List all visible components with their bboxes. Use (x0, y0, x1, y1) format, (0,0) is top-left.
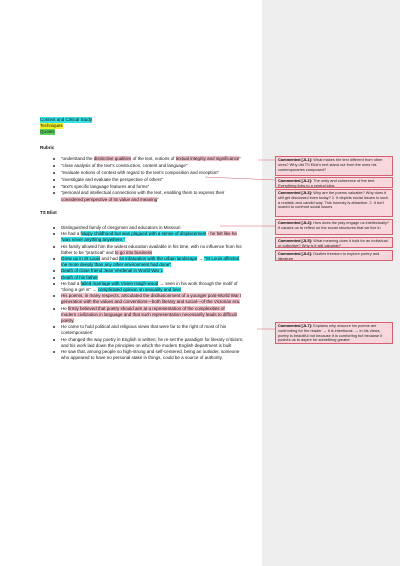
rubric-item (61, 177, 163, 183)
comment-label: Commented [JL2]: (278, 178, 313, 183)
comment-margin (262, 0, 400, 566)
bullet-marker (53, 339, 55, 341)
ts-eliot-line (61, 330, 93, 336)
comment-label: Commented [JL5]: (278, 238, 313, 243)
comment-text: Dostles freedom to explore poetry and literature (278, 251, 380, 261)
comment-text: Explains why obscure his poems are confronting for the reader → it is intentional. → in his views, poetry is beautiful not because it is comforting but because it pushes us to aspire for something greater (278, 323, 383, 343)
highlighted-phrase: generation with the values and conventions—both literary and social—of the Victorian era. (61, 299, 241, 305)
bullet-marker (53, 277, 55, 279)
rubric-item (61, 156, 241, 162)
text-run: “evaluate notions of context with regard to the text's composition and reception” (61, 170, 219, 175)
text-run: “text's specific language features and forms” (61, 184, 150, 189)
text-run: His family allowed him the widest education available in his time, with no influence from his (61, 243, 242, 249)
text-run: ” (239, 156, 241, 161)
text-run: father to be “practical” and (61, 249, 115, 255)
ts-eliot-heading: TS Eliot (40, 210, 57, 215)
rubric-heading: Rubric (40, 145, 55, 150)
ts-eliot-line (61, 312, 237, 318)
text-run: He came to hold political and religious views that were far to the right of most of his (61, 324, 227, 330)
highlighted-phrase: distinctive qualities (93, 156, 132, 161)
comment-jl7[interactable] (275, 322, 393, 344)
highlighted-phrase: His poems, in many respects, articulated the disillusionment of a younger post-World War I (61, 293, 242, 299)
text-run: Distinguished family of clergymen and educators in Missouri (61, 225, 181, 230)
comment-jl1[interactable] (275, 156, 393, 176)
comment-label: Commented [JL6]: (278, 251, 313, 256)
ts-eliot-line (61, 299, 240, 305)
text-run: ” (157, 197, 159, 202)
comment-jl4[interactable] (275, 219, 393, 235)
ts-eliot-line (61, 231, 237, 237)
text-run: “personal and intellectual connections with the text, enabling them to express their (61, 190, 225, 195)
text-run: contemporaries' (61, 330, 93, 336)
bullet-marker (53, 192, 55, 194)
rubric-item (61, 190, 224, 196)
comment-jl3[interactable] (275, 189, 393, 217)
legend-quotes-label: Quotes (40, 129, 55, 134)
ts-eliot-line (61, 343, 231, 349)
highlighted-phrase: happy childhood but was plagued with a sense of displacement (80, 231, 207, 237)
ts-eliot-line (61, 275, 98, 281)
highlighted-phrase: poetry. (61, 318, 75, 323)
text-run: He had a (61, 231, 81, 237)
bullet-marker (53, 158, 55, 160)
rubric-item (61, 184, 149, 190)
rubric-item (61, 170, 219, 176)
ts-eliot-line (61, 244, 242, 250)
highlighted-phrase: to go into business (114, 249, 153, 255)
bullet-marker (53, 308, 55, 310)
bullet-marker (53, 283, 55, 285)
bullet-marker (53, 246, 55, 248)
text-run: He (61, 305, 69, 311)
text-run: He changed the way poetry in English is written; he re-set the paradigm for literary criticism; (61, 336, 244, 342)
highlighted-phrase: modern civilization in language and that such representation necessarily leads to difficult (61, 311, 237, 317)
text-run: “understand the (61, 156, 94, 161)
text-run: of the text, notions of (131, 156, 176, 161)
highlighted-phrase: complicated opinion on sexuality and love (97, 287, 181, 292)
ts-eliot-line (61, 355, 223, 361)
legend-context-label: Context and Critical Study (40, 117, 93, 122)
highlighted-phrase: me more deeply than any other environment had done” (61, 262, 171, 268)
ts-eliot-line (61, 237, 125, 243)
comment-text: What meaning does it hold for an individual or collective? Why is it still valuable? (278, 238, 388, 248)
highlighted-phrase: considered perspective of its value and meaning (61, 197, 158, 202)
ts-eliot-line (61, 293, 241, 299)
comment-label: Commented [JL4]: (278, 220, 313, 225)
text-run: “investigate and evaluate the perspective of others” (61, 177, 164, 182)
text-run: He had a (61, 280, 81, 286)
ts-eliot-line (61, 318, 74, 324)
comment-text: What makes the text different from other ones? Why did TS Eliot's text stand out from the ones his contemporaries composed? (278, 157, 383, 172)
highlighted-phrase: “was never anything anywhere.” (61, 237, 125, 243)
comment-text: How does the play engage us intellectually? It causes us to reflect on the social structures that we live in (278, 220, 389, 230)
text-run: He saw that, among people so high-strung and self-centered, being an outsider, someone (61, 349, 240, 354)
highlighted-phrase: Grew up in (61, 256, 85, 261)
rubric-item (61, 197, 159, 203)
ts-eliot-line (61, 256, 239, 262)
bullet-marker (53, 179, 55, 181)
highlighted-phrase: Death of his father (61, 274, 98, 280)
highlighted-phrase: failed marriage with Vivien Haigh-wood (80, 280, 159, 286)
comment-label: Commented [JL7]: (278, 323, 313, 328)
legend-techniques-label: Techniques (40, 123, 63, 128)
comment-jl2[interactable] (275, 177, 393, 188)
text-run: → seen in his work through the motif of (158, 280, 238, 286)
ts-eliot-line (61, 337, 243, 343)
highlighted-phrase: Death of close friend Jean Verdenal in World War 1 (61, 268, 164, 274)
text-run: and his work laid down the principles on which the modern English department is built (61, 342, 232, 348)
ts-eliot-line (61, 262, 171, 268)
highlighted-phrase: textual integrity and significance (175, 156, 240, 161)
comment-text: Why are the poems valuable? Why does it still get discussed even today? 1. It depicts social issues in such a realistic and candid way. This honesty is attractive. 2. It isn't scared to confront social issues (278, 190, 389, 210)
ts-eliot-line (61, 349, 239, 355)
rubric-item (61, 163, 187, 169)
bullet-marker (53, 351, 55, 353)
highlighted-phrase: St Louis (84, 256, 101, 261)
bullet-marker (53, 172, 55, 174)
comment-jl5[interactable] (275, 237, 393, 248)
text-run: and had (100, 256, 120, 261)
ts-eliot-line (61, 225, 181, 231)
ts-eliot-line (61, 324, 226, 330)
comment-text: The unity and coherence of the text. Everything links to a central idea. (278, 178, 376, 188)
ts-eliot-line (61, 287, 181, 293)
ts-eliot-line (61, 250, 152, 256)
highlighted-phrase: “St Louis affected (204, 256, 240, 261)
ts-eliot-line (61, 268, 163, 274)
text-run: “close analysis of the text's construction, content and language” (61, 163, 188, 168)
comment-jl6[interactable] (275, 250, 393, 261)
text-run: who appeared to have no personal stake in things, could be a source of authority. (61, 355, 223, 361)
highlighted-phrase: an infatuation with the urban landscape (119, 256, 198, 261)
text-run: “doing a girl in” → (61, 287, 98, 292)
highlighted-phrase: - he felt like he (207, 231, 237, 237)
comment-label: Commented [JL1]: (278, 157, 313, 162)
ts-eliot-line (61, 281, 238, 287)
bullet-marker (53, 227, 55, 229)
text-run: → (197, 256, 205, 261)
bullet-marker (53, 258, 55, 260)
comment-label: Commented [JL3]: (278, 190, 313, 195)
bullet-marker (53, 165, 55, 167)
highlighted-phrase: firmly believed that poetry should aim at a representation of the complexities of (68, 305, 225, 311)
ts-eliot-line (61, 306, 225, 312)
bullet-marker (53, 186, 55, 188)
